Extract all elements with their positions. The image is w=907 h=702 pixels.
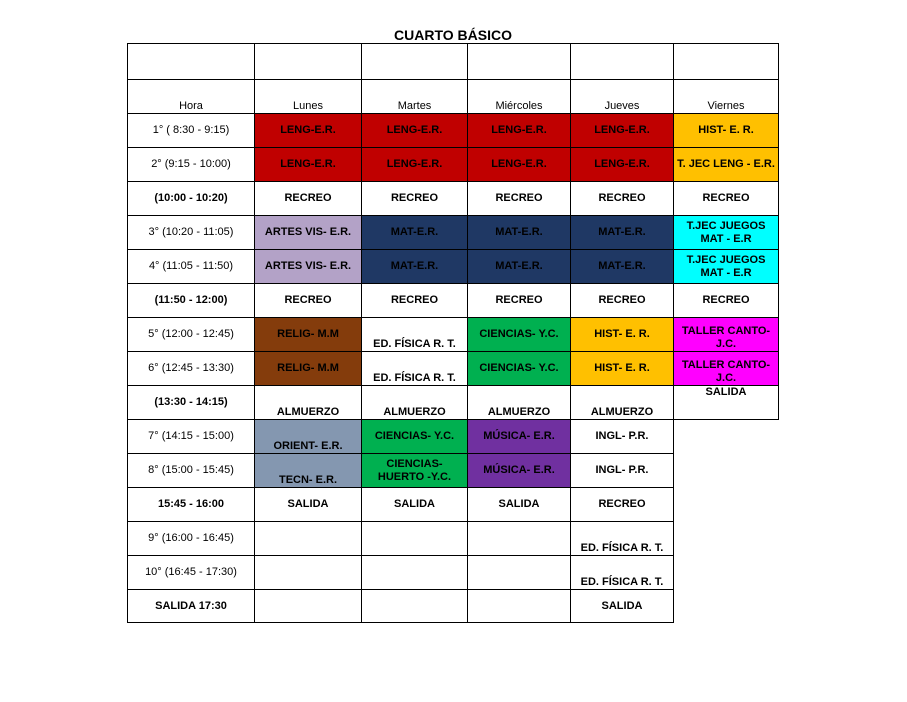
- class-cell-jueves: RECREO: [571, 284, 674, 318]
- class-cell-lunes: [255, 590, 362, 623]
- time-cell: 15:45 - 16:00: [128, 488, 255, 522]
- class-cell-martes: MAT-E.R.: [362, 216, 468, 250]
- time-cell: SALIDA 17:30: [128, 590, 255, 623]
- time-cell: 10° (16:45 - 17:30): [128, 556, 255, 590]
- class-cell-jueves: RECREO: [571, 488, 674, 522]
- class-cell-martes: [362, 590, 468, 623]
- class-cell-viernes: RECREO: [674, 284, 779, 318]
- class-cell-viernes: T. JEC LENG - E.R.: [674, 148, 779, 182]
- time-cell: 6° (12:45 - 13:30): [128, 352, 255, 386]
- class-cell-jueves: MAT-E.R.: [571, 250, 674, 284]
- class-cell-jueves: ED. FÍSICA R. T.: [571, 556, 674, 590]
- blank-cell: [674, 44, 779, 80]
- empty-cell-viernes: [674, 454, 779, 488]
- schedule-row: [128, 318, 779, 352]
- time-cell: 7° (14:15 - 15:00): [128, 420, 255, 454]
- class-cell-jueves: HIST- E. R.: [571, 352, 674, 386]
- class-cell-jueves: ALMUERZO: [571, 386, 674, 420]
- class-cell-jueves: MAT-E.R.: [571, 216, 674, 250]
- class-cell-lunes: ALMUERZO: [255, 386, 362, 420]
- schedule-row: [128, 386, 779, 420]
- class-cell-jueves: LENG-E.R.: [571, 148, 674, 182]
- class-cell-miercoles: CIENCIAS- Y.C.: [468, 352, 571, 386]
- header-row: [128, 80, 779, 114]
- schedule-row: [128, 148, 779, 182]
- empty-cell-viernes: [674, 420, 779, 454]
- class-cell-martes: [362, 522, 468, 556]
- blank-cell: [128, 44, 255, 80]
- class-cell-miercoles: CIENCIAS- Y.C.: [468, 318, 571, 352]
- time-cell: (11:50 - 12:00): [128, 284, 255, 318]
- schedule-row: [128, 590, 779, 623]
- class-cell-jueves: ED. FÍSICA R. T.: [571, 522, 674, 556]
- header-lunes: Lunes: [255, 80, 362, 114]
- time-cell: 4° (11:05 - 11:50): [128, 250, 255, 284]
- schedule-row: [128, 284, 779, 318]
- class-cell-martes: CIENCIAS- HUERTO -Y.C.: [362, 454, 468, 488]
- empty-cell-viernes: [674, 522, 779, 556]
- class-cell-martes: RECREO: [362, 284, 468, 318]
- time-cell: 2° (9:15 - 10:00): [128, 148, 255, 182]
- class-cell-lunes: [255, 522, 362, 556]
- time-cell: 3° (10:20 - 11:05): [128, 216, 255, 250]
- blank-cell: [255, 44, 362, 80]
- schedule-row: [128, 454, 779, 488]
- header-miercoles: Miércoles: [468, 80, 571, 114]
- class-cell-miercoles: [468, 522, 571, 556]
- schedule-row: [128, 216, 779, 250]
- class-cell-martes: ALMUERZO: [362, 386, 468, 420]
- class-cell-jueves: SALIDA: [571, 590, 674, 623]
- class-cell-lunes: LENG-E.R.: [255, 148, 362, 182]
- class-cell-lunes: ARTES VIS- E.R.: [255, 250, 362, 284]
- class-cell-miercoles: SALIDA: [468, 488, 571, 522]
- class-cell-lunes: RELIG- M.M: [255, 318, 362, 352]
- class-cell-lunes: RECREO: [255, 182, 362, 216]
- blank-cell: [468, 44, 571, 80]
- class-cell-viernes: TALLER CANTO- J.C.: [674, 318, 779, 352]
- time-cell: (10:00 - 10:20): [128, 182, 255, 216]
- class-cell-martes: LENG-E.R.: [362, 148, 468, 182]
- class-cell-lunes: RECREO: [255, 284, 362, 318]
- class-cell-miercoles: ALMUERZO: [468, 386, 571, 420]
- class-cell-jueves: RECREO: [571, 182, 674, 216]
- schedule-row: [128, 522, 779, 556]
- class-cell-miercoles: RECREO: [468, 182, 571, 216]
- class-cell-martes: RECREO: [362, 182, 468, 216]
- class-cell-martes: MAT-E.R.: [362, 250, 468, 284]
- class-cell-martes: CIENCIAS- Y.C.: [362, 420, 468, 454]
- class-cell-miercoles: MÚSICA- E.R.: [468, 454, 571, 488]
- class-cell-viernes: SALIDA: [674, 386, 779, 420]
- class-cell-lunes: [255, 556, 362, 590]
- class-cell-martes: ED. FÍSICA R. T.: [362, 352, 468, 386]
- blank-cell: [362, 44, 468, 80]
- class-cell-viernes: T.JEC JUEGOS MAT - E.R: [674, 216, 779, 250]
- class-cell-lunes: LENG-E.R.: [255, 114, 362, 148]
- class-cell-martes: ED. FÍSICA R. T.: [362, 318, 468, 352]
- class-cell-lunes: RELIG- M.M: [255, 352, 362, 386]
- class-cell-martes: [362, 556, 468, 590]
- time-cell: 8° (15:00 - 15:45): [128, 454, 255, 488]
- class-cell-miercoles: LENG-E.R.: [468, 148, 571, 182]
- class-cell-jueves: INGL- P.R.: [571, 454, 674, 488]
- schedule-row: [128, 352, 779, 386]
- schedule-row: [128, 556, 779, 590]
- time-cell: 9° (16:00 - 16:45): [128, 522, 255, 556]
- header-hora: Hora: [128, 80, 255, 114]
- time-cell: 5° (12:00 - 12:45): [128, 318, 255, 352]
- empty-cell-viernes: [674, 488, 779, 522]
- schedule-row: [128, 420, 779, 454]
- class-cell-martes: SALIDA: [362, 488, 468, 522]
- header-jueves: Jueves: [571, 80, 674, 114]
- class-cell-miercoles: [468, 556, 571, 590]
- class-cell-martes: LENG-E.R.: [362, 114, 468, 148]
- time-cell: 1° ( 8:30 - 9:15): [128, 114, 255, 148]
- empty-cell-viernes: [674, 556, 779, 590]
- class-cell-viernes: T.JEC JUEGOS MAT - E.R: [674, 250, 779, 284]
- class-cell-miercoles: MAT-E.R.: [468, 250, 571, 284]
- class-cell-jueves: LENG-E.R.: [571, 114, 674, 148]
- class-cell-jueves: HIST- E. R.: [571, 318, 674, 352]
- class-cell-lunes: SALIDA: [255, 488, 362, 522]
- class-cell-miercoles: RECREO: [468, 284, 571, 318]
- time-cell: (13:30 - 14:15): [128, 386, 255, 420]
- schedule-row: [128, 182, 779, 216]
- class-cell-miercoles: [468, 590, 571, 623]
- class-cell-miercoles: LENG-E.R.: [468, 114, 571, 148]
- class-cell-jueves: INGL- P.R.: [571, 420, 674, 454]
- class-cell-viernes: HIST- E. R.: [674, 114, 779, 148]
- schedule-row: [128, 250, 779, 284]
- class-cell-miercoles: MÚSICA- E.R.: [468, 420, 571, 454]
- empty-cell-viernes: [674, 590, 779, 623]
- blank-cell: [571, 44, 674, 80]
- schedule-table: [127, 43, 779, 623]
- class-cell-lunes: ORIENT- E.R.: [255, 420, 362, 454]
- header-martes: Martes: [362, 80, 468, 114]
- schedule-row: [128, 488, 779, 522]
- class-cell-lunes: ARTES VIS- E.R.: [255, 216, 362, 250]
- class-cell-viernes: RECREO: [674, 182, 779, 216]
- class-cell-viernes: TALLER CANTO- J.C.: [674, 352, 779, 386]
- header-viernes: Viernes: [674, 80, 779, 114]
- class-cell-miercoles: MAT-E.R.: [468, 216, 571, 250]
- class-cell-lunes: TECN- E.R.: [255, 454, 362, 488]
- page-title: CUARTO BÁSICO: [394, 27, 512, 43]
- schedule-row: [128, 114, 779, 148]
- blank-row: [128, 44, 779, 80]
